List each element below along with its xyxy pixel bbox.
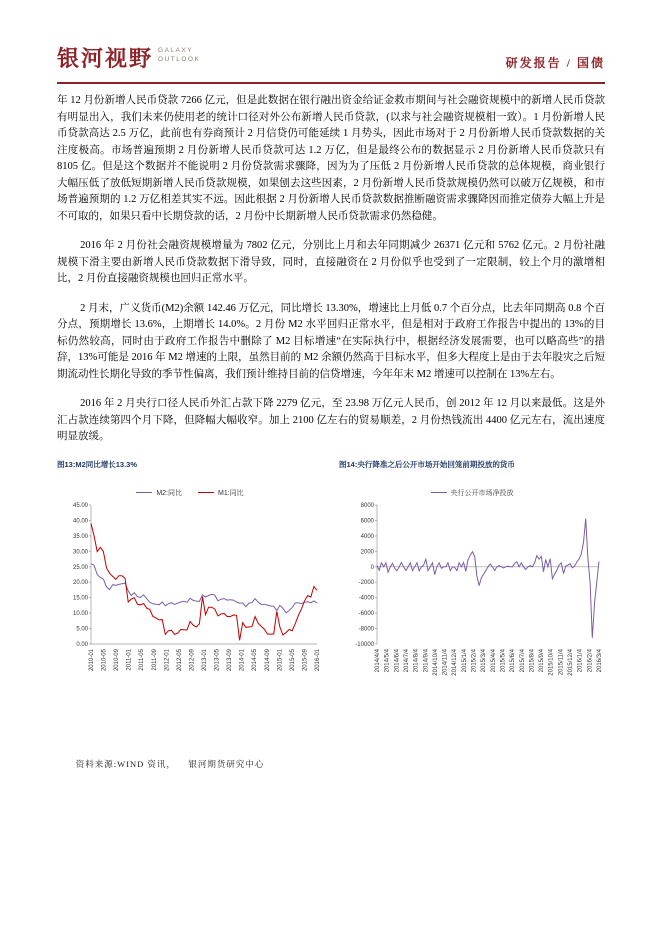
brand-name: 银河视野 — [57, 46, 154, 71]
svg-text:2015/4/4: 2015/4/4 — [490, 648, 497, 672]
svg-text:2014-01: 2014-01 — [239, 648, 246, 671]
svg-text:45.00: 45.00 — [72, 502, 88, 509]
svg-text:2010-09: 2010-09 — [114, 648, 121, 671]
figure-14-title: 图14:央行降准之后公开市场开始回笼前期投放的货币 — [339, 459, 515, 469]
body-paragraph-4: 2016 年 2 月央行口径人民币外汇占款下降 2279 亿元，至 23.98 万亿元人民币，创 2012 年 12 月以来最低。这是外汇占款连续第四个月下降，但降幅大幅收窄。加上 2100 亿左右的贸易顺差，2 月份热钱流出 4400 亿元左右，流出速度明显放缓。 — [57, 398, 605, 442]
legend-item — [136, 488, 182, 498]
svg-text:2014/4/4: 2014/4/4 — [375, 648, 381, 672]
svg-text:2014-09: 2014-09 — [264, 648, 271, 671]
svg-text:2014/5/4: 2014/5/4 — [384, 648, 391, 672]
report-body — [57, 93, 605, 446]
figure-13 — [57, 459, 323, 696]
svg-text:2015/3/4: 2015/3/4 — [481, 648, 488, 672]
svg-text:-2000: -2000 — [358, 579, 374, 586]
svg-text:5.00: 5.00 — [76, 626, 88, 633]
svg-text:8000: 8000 — [360, 502, 374, 509]
svg-text:2015-01: 2015-01 — [277, 648, 284, 671]
svg-text:-8000: -8000 — [358, 626, 374, 633]
svg-text:2014/11/4: 2014/11/4 — [442, 648, 449, 675]
svg-text:2015/12/4: 2015/12/4 — [568, 648, 574, 676]
legend-label: M2:同比 — [156, 489, 182, 497]
svg-text:2015/7/4: 2015/7/4 — [519, 648, 526, 672]
svg-text:2010-05: 2010-05 — [101, 648, 108, 671]
svg-text:2014/6/4: 2014/6/4 — [394, 648, 401, 672]
svg-text:2013-09: 2013-09 — [227, 648, 234, 671]
page-header — [57, 42, 605, 73]
svg-text:2013-01: 2013-01 — [202, 648, 208, 671]
brand-subtitle-line2: OUTLOOK — [158, 55, 201, 63]
svg-text:2014/10/4: 2014/10/4 — [432, 648, 439, 676]
report-type-label: 研发报告 / 国债 — [505, 56, 605, 70]
svg-text:10.00: 10.00 — [72, 610, 88, 617]
svg-text:40.00: 40.00 — [72, 517, 88, 524]
svg-text:2015/10/4: 2015/10/4 — [548, 648, 555, 676]
svg-text:2015/11/4: 2015/11/4 — [558, 648, 565, 675]
legend-item — [198, 488, 244, 498]
figures-row — [57, 459, 605, 696]
svg-text:2000: 2000 — [360, 548, 374, 555]
svg-text:-4000: -4000 — [358, 595, 374, 602]
legend-swatch — [431, 492, 447, 494]
svg-text:2016/2/4: 2016/2/4 — [587, 648, 594, 672]
svg-text:2015/9/4: 2015/9/4 — [539, 648, 546, 672]
m2-m1-line-chart — [57, 500, 323, 696]
body-paragraph-2: 2016 年 2 月份社会融资规模增量为 7802 亿元，分别比上月和去年同期减少 26371 亿元和 5762 亿元。2 月份社融规模下滑主要由新增人民币贷款数据下滑导致，同时，直接融资在 2 月份似乎也受到了一定限制，较上个月的激增相比，2 月份直接融资规模也回归正常水平。 — [57, 240, 605, 284]
svg-text:2015/6/4: 2015/6/4 — [510, 648, 517, 672]
svg-text:2014/7/4: 2014/7/4 — [404, 648, 410, 672]
brand-subtitle — [158, 42, 200, 65]
svg-text:2016/1/4: 2016/1/4 — [577, 648, 584, 672]
svg-text:2014/12/4: 2014/12/4 — [452, 648, 459, 676]
legend-item — [431, 488, 514, 498]
svg-text:2012-05: 2012-05 — [176, 648, 183, 671]
svg-text:-6000: -6000 — [358, 610, 374, 617]
svg-text:20.00: 20.00 — [72, 579, 88, 586]
svg-text:2015/8/4: 2015/8/4 — [529, 648, 536, 672]
header-divider — [57, 82, 605, 84]
figure-14-legend — [339, 488, 605, 498]
svg-text:6000: 6000 — [360, 517, 374, 524]
svg-text:2015/5/4: 2015/5/4 — [500, 648, 507, 672]
svg-text:2016-01: 2016-01 — [315, 648, 321, 671]
svg-text:2011-09: 2011-09 — [151, 648, 158, 671]
brand-subtitle-line1: GALAXY — [158, 47, 194, 54]
svg-text:2012-01: 2012-01 — [164, 648, 171, 671]
page-footer — [57, 748, 605, 780]
svg-text:2010-01: 2010-01 — [89, 648, 95, 671]
legend-swatch — [136, 492, 152, 494]
svg-text:15.00: 15.00 — [72, 595, 88, 602]
svg-text:2014-05: 2014-05 — [252, 648, 259, 671]
svg-text:35.00: 35.00 — [72, 533, 88, 540]
legend-label: M1:同比 — [218, 489, 244, 497]
svg-text:2011-01: 2011-01 — [126, 648, 133, 671]
brand-logo — [57, 42, 200, 73]
svg-text:2012-09: 2012-09 — [189, 648, 196, 671]
figure-13-title: 图13:M2同比增长13.3% — [57, 459, 138, 469]
svg-text:2011-05: 2011-05 — [139, 648, 146, 671]
svg-text:2014/9/4: 2014/9/4 — [423, 648, 430, 672]
svg-text:25.00: 25.00 — [72, 564, 88, 571]
svg-text:2014/8/4: 2014/8/4 — [413, 648, 420, 672]
body-paragraph-1: 年 12 月份新增人民币贷款 7266 亿元，但是此数据在银行融出资金给证金救市期间与社会融资规模中的新增人民币贷款有明显出入，我们未来仍使用老的统计口径对外公布新增人民币贷款，(以求与社会融资规模相一致）。1 月份新增人民币贷款高达 2.5 万亿，此前也有券商预计 2 月信贷仍可能延续 1 月势头，因此市场对于 2 月份新增人民币贷款数据的关注度极高。市场普遍预期 2 月份新增人民币贷款可达 1.2 万亿，但是最终公布的数据显示 2 月份新增人民币贷款只有 8105 亿。但是这个数据并不能说明 2 月份贷款需求骤降，因为为了压低 2 月份新增人民币贷款的总体规模，商业银行大幅压低了放低短期新增人民币贷款规模，如果刨去这些因素，2 月份新增人民币贷款规模仍然可以破万亿规模，和市场普遍预期的 1.2 万亿相差其实不远。因此根据 2 月份新增人民币贷款数据推断融资需求骤降因而推定债券大幅上升是不可取的，如果只看中长期贷款的话，2 月份中长期新增人民币贷款需求仍然稳健。 — [57, 95, 605, 222]
svg-text:30.00: 30.00 — [72, 548, 88, 555]
legend-label: 央行公开市场净投放 — [450, 489, 514, 497]
svg-text:4000: 4000 — [360, 533, 374, 540]
svg-text:2013-05: 2013-05 — [214, 648, 221, 671]
legend-swatch — [198, 492, 214, 494]
figure-13-legend — [57, 488, 323, 498]
figure-14 — [339, 459, 605, 696]
svg-text:0.00: 0.00 — [76, 641, 88, 648]
svg-text:2015/1/4: 2015/1/4 — [461, 648, 468, 672]
body-paragraph-3: 2 月末，广义货币(M2)余额 142.46 万亿元，同比增长 13.30%，增速比上月低 0.7 个百分点，比去年同期高 0.8 个百分点，预期增长 13.6%，上期增长 14.0%。2 月份 M2 水平回归正常水平，但是相对于政府工作报告中提出的 13%的目标仍然较高，同时由于政府工作报告中删除了 M2 目标增速“在实际执行中，根据经济发展需要，也可以略高些”的措辞，13%可能是 2016 年 M2 增速的上限，虽然目前的 M2 余额仍然高于目标水平，但多大程度上是由于去年股灾之后短期流动性长期化导致的季节性偏离，我们预计维持目前的信贷增速，今年年末 M2 增速可以控制在 13%左右。 — [57, 302, 605, 380]
svg-text:2015-05: 2015-05 — [289, 648, 296, 671]
svg-text:0: 0 — [370, 564, 374, 571]
svg-text:-10000: -10000 — [355, 641, 374, 648]
data-source: 资料来源:WIND 资讯， 银河期货研究中心 — [75, 758, 265, 769]
svg-text:2016/3/4: 2016/3/4 — [597, 648, 603, 672]
svg-text:2015-09: 2015-09 — [302, 648, 309, 671]
svg-text:2015/2/4: 2015/2/4 — [471, 648, 478, 672]
open-market-line-chart — [339, 500, 605, 696]
